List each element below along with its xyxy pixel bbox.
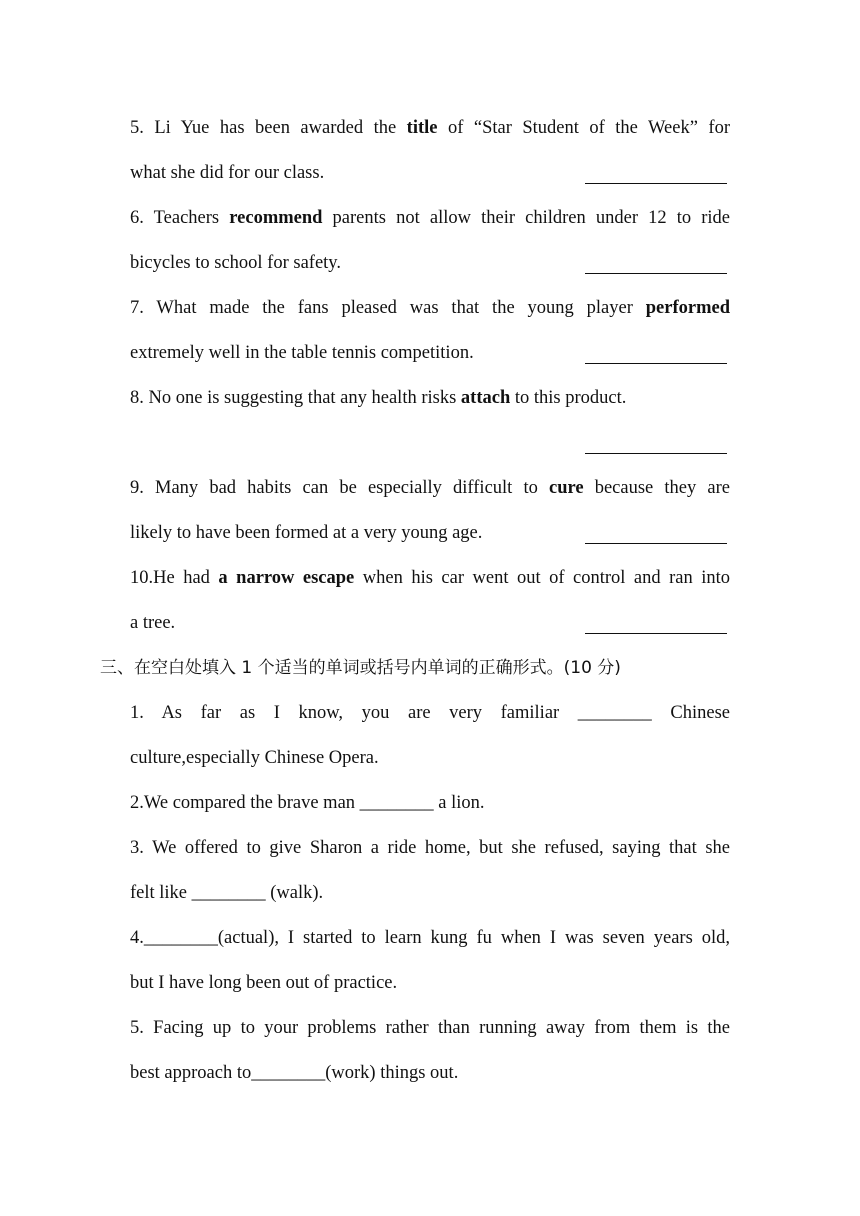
q10-line2: a tree. bbox=[130, 613, 176, 633]
p3-q1-line2: culture,especially Chinese Opera. bbox=[130, 748, 379, 768]
answer-blank-q8[interactable] bbox=[585, 453, 727, 454]
q5-line1: 5. Li Yue has been awarded the title of “Star Student of the Week” for bbox=[130, 118, 730, 138]
section-3-heading: 三、在空白处填入 1 个适当的单词或括号内单词的正确形式。(10 分) bbox=[100, 658, 621, 678]
p3-q3-line2: felt like ________ (walk). bbox=[130, 883, 324, 903]
q8-line1: 8. No one is suggesting that any health risks attach to this product. bbox=[130, 388, 627, 408]
q6-line2: bicycles to school for safety. bbox=[130, 253, 341, 273]
q7-line2: extremely well in the table tennis competition. bbox=[130, 343, 474, 363]
p3-q5-line1: 5. Facing up to your problems rather than running away from them is the bbox=[130, 1018, 730, 1038]
q9-line2: likely to have been formed at a very young age. bbox=[130, 523, 483, 543]
p3-q3-line1: 3. We offered to give Sharon a ride home, but she refused, saying that she bbox=[130, 838, 730, 858]
q5-line2: what she did for our class. bbox=[130, 163, 325, 183]
p3-q5-line2: best approach to________(work) things out. bbox=[130, 1063, 459, 1083]
answer-blank-q6[interactable] bbox=[585, 273, 727, 274]
p3-q4-line2: but I have long been out of practice. bbox=[130, 973, 398, 993]
answer-blank-q7[interactable] bbox=[585, 363, 727, 364]
q7-line1: 7. What made the fans pleased was that the young player performed bbox=[130, 298, 730, 318]
answer-blank-q10[interactable] bbox=[585, 633, 727, 634]
answer-blank-q9[interactable] bbox=[585, 543, 727, 544]
p3-q4-line1: 4.________(actual), I started to learn kung fu when I was seven years old, bbox=[130, 928, 730, 948]
p3-q1-line1: 1. As far as I know, you are very familiar ________ Chinese bbox=[130, 703, 730, 723]
answer-blank-q5[interactable] bbox=[585, 183, 727, 184]
q10-line1: 10.He had a narrow escape when his car went out of control and ran into bbox=[130, 568, 730, 588]
p3-q2-line1: 2.We compared the brave man ________ a lion. bbox=[130, 793, 485, 813]
q9-line1: 9. Many bad habits can be especially difficult to cure because they are bbox=[130, 478, 730, 498]
q6-line1: 6. Teachers recommend parents not allow their children under 12 to ride bbox=[130, 208, 731, 228]
